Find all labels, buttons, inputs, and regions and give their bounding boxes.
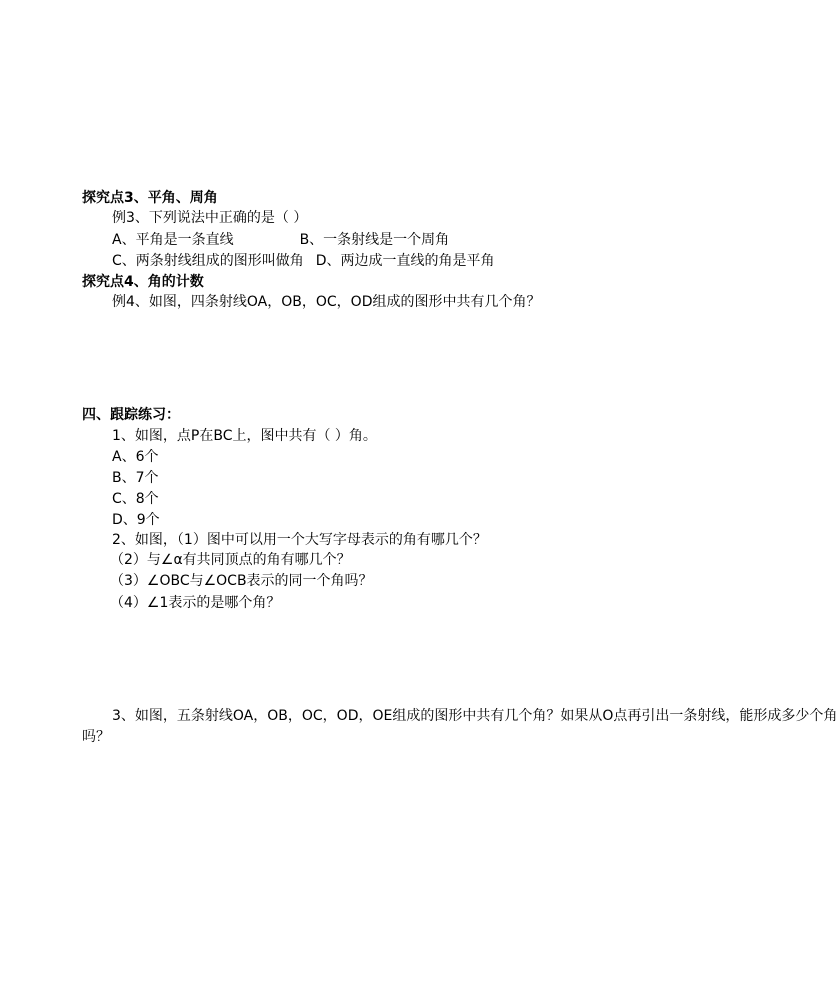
practice-q3-line2: 吗？ bbox=[82, 729, 110, 745]
example3-option-c: C、两条射线组成的图形叫做角 bbox=[112, 253, 304, 269]
practice-q2-sub4: （4）∠1表示的是哪个角？ bbox=[110, 595, 281, 611]
practice-q1-option-c: C、8个 bbox=[112, 491, 159, 507]
example3-option-d: D、两边成一直线的角是平角 bbox=[315, 253, 495, 269]
practice-q1-option-d: D、9个 bbox=[112, 512, 160, 528]
example3-options-row2 bbox=[112, 251, 495, 271]
example4-question: 例4、如图，四条射线OA，OB，OC，OD组成的图形中共有几个角？ bbox=[112, 294, 541, 310]
section3-heading: 探究点3、平角、周角 bbox=[82, 190, 218, 206]
practice-heading: 四、跟踪练习： bbox=[82, 407, 180, 423]
practice-q1-option-a: A、6个 bbox=[112, 449, 159, 465]
section4-heading: 探究点4、角的计数 bbox=[82, 274, 204, 290]
practice-q2-sub2: （2）与∠α有共同顶点的角有哪几个？ bbox=[110, 552, 351, 568]
practice-q2-sub3: （3）∠OBC与∠OCB表示的同一个角吗？ bbox=[110, 573, 373, 589]
example3-options-row1 bbox=[112, 230, 449, 250]
practice-q1-option-b: B、7个 bbox=[112, 470, 159, 486]
example3-option-b: B、一条射线是一个周角 bbox=[299, 232, 450, 248]
practice-q3-line1: 3、如图，五条射线OA，OB，OC，OD，OE组成的图形中共有几个角？如果从O点再引出一条射线，能形成多少个角 bbox=[112, 708, 837, 724]
example3-option-a: A、平角是一条直线 bbox=[112, 232, 234, 248]
practice-q2: 2、如图，（1）图中可以用一个大写字母表示的角有哪几个？ bbox=[112, 532, 487, 548]
example3-question: 例3、下列说法中正确的是（ ） bbox=[112, 210, 308, 226]
practice-q1: 1、如图，点P在BC上，图中共有（ ）角。 bbox=[112, 428, 377, 444]
